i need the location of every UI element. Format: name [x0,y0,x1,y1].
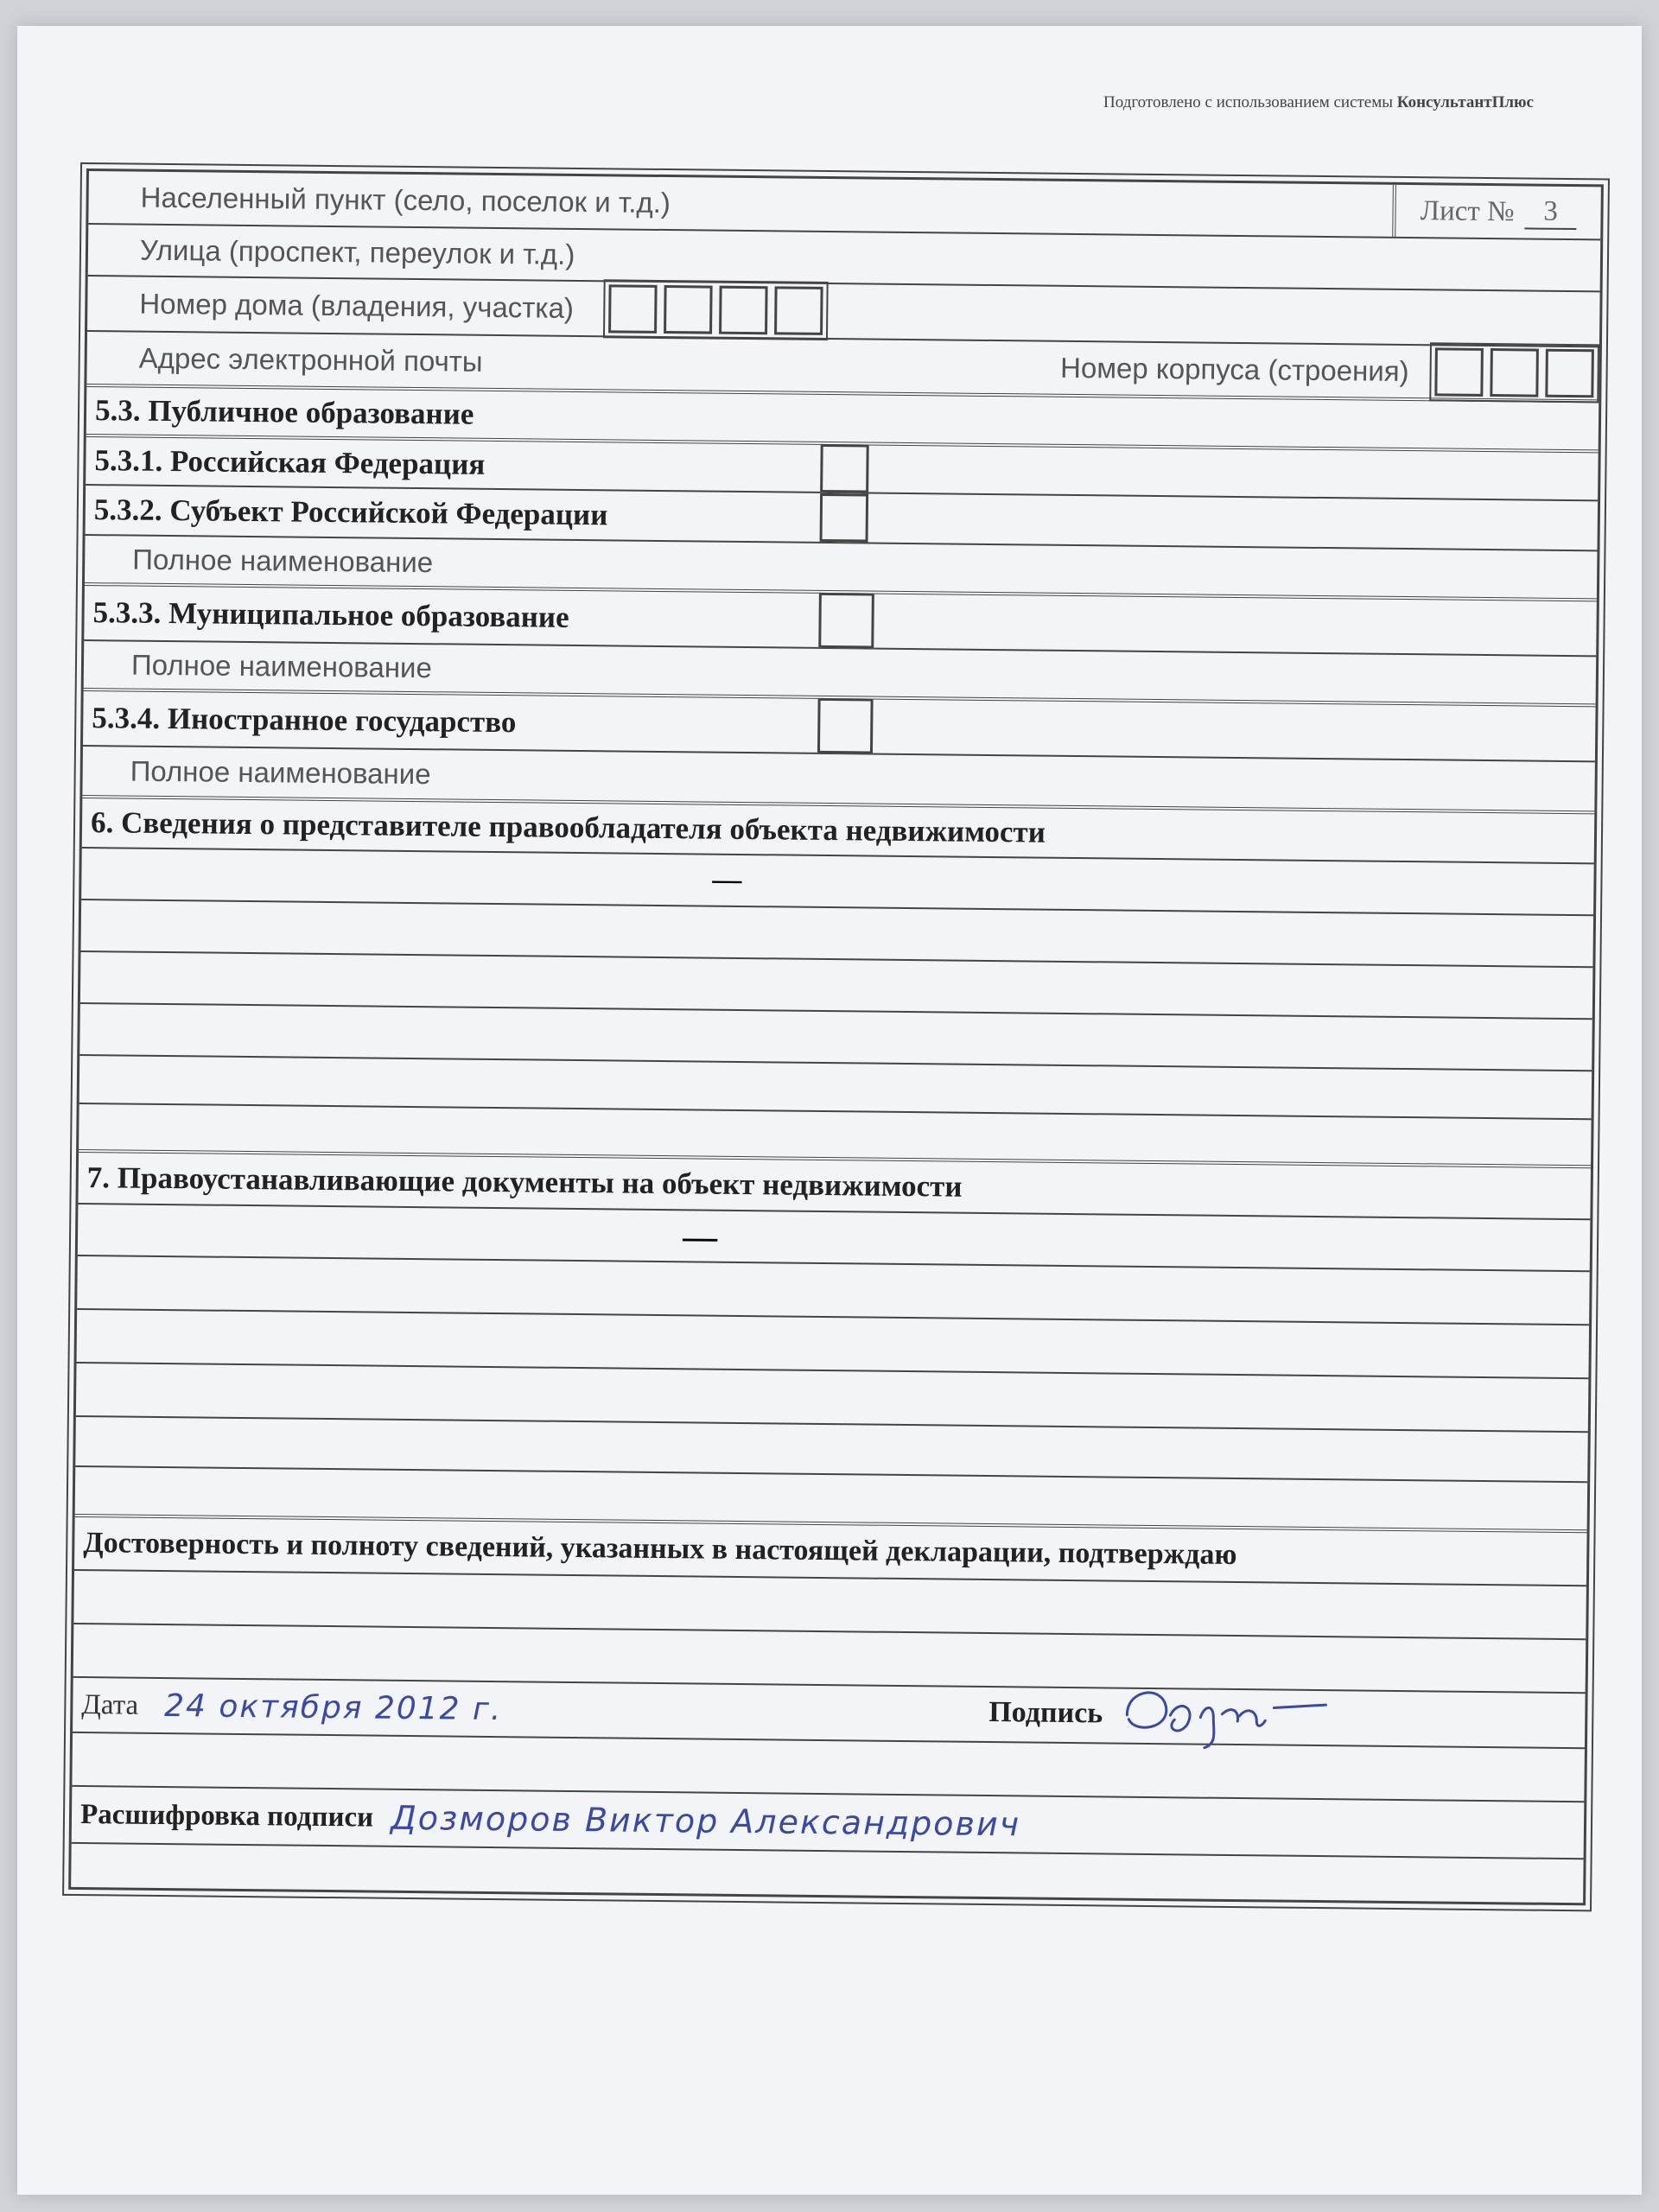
section-5-3-title: 5.3. Публичное образование [94,393,474,431]
house-digit-box[interactable] [608,284,658,334]
signature-label: Подпись [988,1696,1103,1730]
section-6-title: 6. Сведения о представителе правообладателя объекта недвижимости [90,805,1046,849]
decode-label: Расшифровка подписи [79,1798,374,1834]
building-number-boxes [1434,347,1594,397]
house-digit-box[interactable] [664,285,713,334]
foreign-name-label: Полное наименование [130,754,431,791]
municipal-name-label: Полное наименование [130,648,433,684]
date-label: Дата [81,1688,139,1721]
date-value: 24 октября 2012 г. [163,1688,503,1727]
section-7-title: 7. Правоустанавливающие документы на объект недвижимости [86,1160,963,1204]
sheet-number: 3 [1524,195,1576,230]
foreign-label: 5.3.4. Иностранное государство [92,701,517,740]
building-label: Номер корпуса (строения) [1059,351,1409,388]
subject-name-label: Полное наименование [132,543,434,579]
municipal-checkbox[interactable] [818,593,874,649]
header-note [1103,93,1534,112]
section-7-entry: — [682,1216,718,1256]
email-label: Адрес электронной почты [138,341,483,378]
rf-label: 5.3.1. Российская Федерация [94,443,486,481]
house-digit-box[interactable] [774,286,823,335]
confirmation-text: Достоверность и полноту сведений, указанных в настоящей декларации, подтверждаю [83,1527,1237,1572]
subject-label: 5.3.2. Субъект Российской Федерации [93,493,608,532]
street-label: Улица (проспект, переулок и т.д.) [139,233,575,270]
foreign-checkbox[interactable] [817,698,874,754]
header-note-brand: КонсультантПлюс [1396,93,1534,111]
house-label: Номер дома (владения, участка) [139,287,575,324]
house-digit-box[interactable] [719,286,768,335]
section-6-entry: — [712,863,742,896]
house-number-boxes [608,284,823,335]
building-digit-box[interactable] [1490,348,1539,397]
building-digit-box[interactable] [1545,349,1594,398]
declaration-form [68,168,1604,1905]
decode-value: Дозморов Виктор Александрович [390,1798,1021,1844]
header-note-prefix: Подготовлено с использованием системы [1103,93,1397,111]
subject-checkbox[interactable] [820,493,869,543]
building-digit-box[interactable] [1434,347,1484,397]
sheet-number-box [1392,185,1600,239]
rf-checkbox[interactable] [820,444,869,493]
locality-label: Населенный пункт (село, поселок и т.д.) [140,181,671,219]
handwritten-signature [1118,1681,1344,1752]
sheet-label: Лист № [1420,194,1515,227]
municipal-label: 5.3.3. Муниципальное образование [92,595,569,634]
